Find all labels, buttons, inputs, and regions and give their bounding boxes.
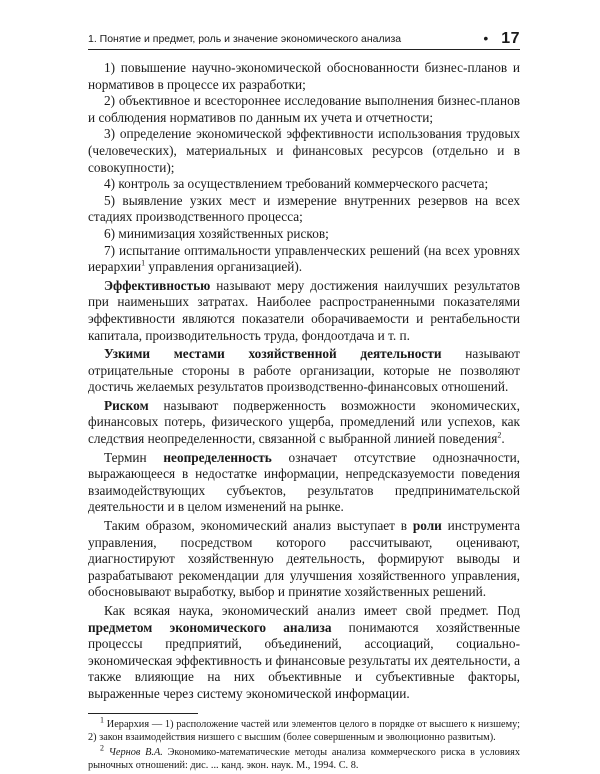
- footnote-text: Экономико-математические методы анализа коммерческого риска в условиях рыночных отношений: дис. ... канд. экон. наук. М., 1994. С. 8.: [88, 746, 520, 771]
- list-item: 2) объективное и всестороннее исследование выполнения бизнес-планов и соблюдения нормативов по данным их учета и отчетности;: [88, 93, 520, 125]
- paragraph-subject: [88, 603, 520, 703]
- list-item: [88, 243, 520, 276]
- document-page: [88, 30, 520, 774]
- paragraph-text: Таким образом, экономический анализ выступает в: [104, 518, 413, 534]
- footnote-mark: 2: [100, 743, 104, 753]
- list-item: 5) выявление узких мест и измерение внутренних резервов на всех стадиях производственного процесса;: [88, 192, 520, 225]
- paragraph-text: называют отрицательные стороны в работе организации, которые не позволяют достичь желаемых результатов производственно-финансовых отношений.: [88, 346, 520, 395]
- paragraph-efficiency: [88, 278, 520, 344]
- paragraph-end: .: [501, 431, 505, 447]
- header-bullet: •: [483, 29, 489, 46]
- list-item-text: управления организацией).: [145, 259, 303, 275]
- list-item: 3) определение экономической эффективности использования трудовых (человеческих), материальных и финансовых ресурсов (отдельно и в совокупности);: [88, 126, 520, 175]
- body-text: [88, 60, 520, 703]
- defined-term: роли: [412, 518, 442, 534]
- paragraph-risk: [88, 398, 520, 448]
- paragraph-text: понимаются хозяйственные процессы предприятий, объединений, ассоциаций, социально-экономическая эффективность и финансовые результаты их деятельности, а также влияющие на них объективные и субъективные факторы, выраженные через систему экономической информации.: [88, 619, 520, 701]
- paragraph-uncertainty: [88, 450, 520, 516]
- footnote-mark: 1: [100, 715, 104, 725]
- list-item: 6) минимизация хозяйственных рисков;: [104, 225, 329, 241]
- running-header: [88, 30, 520, 50]
- page-number-group: [483, 30, 520, 48]
- defined-term: Узкими местами хозяйственной деятельности: [104, 346, 442, 362]
- footnote-1: [88, 715, 520, 744]
- defined-term: Эффективностью: [104, 277, 211, 293]
- paragraph-text: означает отсутствие однозначности, выражающееся в недостатке информации, непредсказуемости поведения взаимодействующих субъектов, результатов предпринимательской деятельности и в целом изменений на рынке.: [88, 449, 521, 515]
- paragraph-text: называют меру достижения наилучших результатов при наименьших затратах. Наиболее распространенными показателями эффективности являются показатели оборачиваемости и рентабельности капитала, производительность труда, фондоотдача и т. п.: [88, 277, 520, 343]
- footnote-author: Чернов В.А.: [108, 746, 163, 758]
- footnote-2: [88, 743, 520, 772]
- footnotes: [88, 715, 520, 772]
- chapter-title: 1. Понятие и предмет, роль и значение экономического анализа: [88, 32, 402, 45]
- defined-term: Риском: [104, 397, 149, 413]
- paragraph-text: Как всякая наука, экономический анализ имеет свой предмет. Под: [104, 603, 520, 618]
- footnote-divider: [88, 713, 198, 714]
- defined-term: предметом экономического анализа: [88, 619, 332, 635]
- paragraph-text: Термин: [104, 449, 164, 465]
- page-number: 17: [501, 29, 520, 47]
- defined-term: неопределенность: [163, 449, 272, 465]
- paragraph-role: [88, 518, 520, 601]
- footnote-ref[interactable]: 1: [141, 258, 146, 268]
- paragraph-bottlenecks: [88, 346, 520, 396]
- paragraph-text: называют подверженность возможности экономических, финансовых потерь, физического ущерба, промедлений или успехов, как следствия неопределенности, связанной с выбранной линией поведения: [88, 397, 520, 447]
- paragraph-text: инструмента управления, посредством которого рассчитывают, оценивают, диагностируют хозяйственную деятельность, формируют выводы и разрабатывают рекомендации для улучшения хозяйственного управления, обосновывают выработку, выбор и принятие хозяйственных решений.: [88, 518, 520, 600]
- list-item: 1) повышение научно-экономической обоснованности бизнес-планов и нормативов в процессе их разработки;: [88, 60, 520, 92]
- list-item-text: 7) испытание оптимальности управленческих решений (на всех уровнях иерархии: [88, 242, 520, 275]
- list-item: 4) контроль за осуществлением требований коммерческого расчета;: [104, 176, 489, 192]
- footnote-ref[interactable]: 2: [497, 430, 502, 440]
- footnote-text: Иерархия — 1) расположение частей или элементов целого в порядке от высшего к низшему; 2) закон взаимодействия низшего с высшим (более совершенным и эволюционно развитым).: [88, 718, 520, 743]
